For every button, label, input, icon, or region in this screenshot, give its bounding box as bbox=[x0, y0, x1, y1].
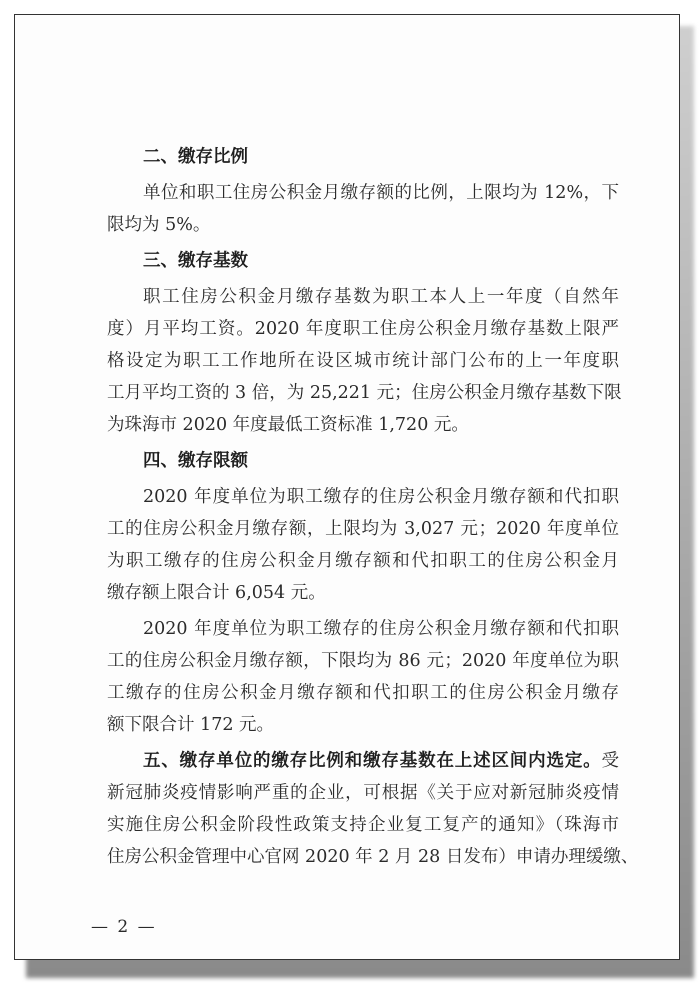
body-line: 住房公积金管理中心官网 2020 年 2 月 28 日发布）申请办理缓缴、 bbox=[107, 847, 639, 867]
body-line: 为珠海市 2020 年度最低工资标准 1,720 元。 bbox=[107, 415, 469, 435]
body-text: 受 bbox=[601, 751, 619, 771]
body-line: 实施住房公积金阶段性政策支持企业复工复产的通知》（珠海市 bbox=[107, 815, 619, 835]
body-line: 2020 年度单位为职工缴存的住房公积金月缴存额和代扣职 bbox=[143, 619, 619, 639]
body-line: 工的住房公积金月缴存额，下限均为 86 元；2020 年度单位为职 bbox=[107, 651, 619, 671]
body-line: 新冠肺炎疫情影响严重的企业，可根据《关于应对新冠肺炎疫情 bbox=[107, 783, 619, 803]
body-line: 度）月平均工资。2020 年度职工住房公积金月缴存基数上限严 bbox=[107, 319, 619, 339]
section-heading-base: 三、缴存基数 bbox=[143, 251, 248, 271]
body-line: 职工住房公积金月缴存基数为职工本人上一年度（自然年 bbox=[143, 287, 619, 307]
page-number: — 2 — bbox=[91, 917, 157, 937]
body-line: 限均为 5%。 bbox=[107, 215, 211, 235]
body-line: 为职工缴存的住房公积金月缴存额和代扣职工的住房公积金月 bbox=[107, 551, 619, 571]
body-line: 工缴存的住房公积金月缴存额和代扣职工的住房公积金月缴存 bbox=[107, 683, 619, 703]
section-heading-ratio: 二、缴存比例 bbox=[143, 147, 248, 167]
body-line: 额下限合计 172 元。 bbox=[107, 715, 275, 735]
section-heading-selection-text: 五、缴存单位的缴存比例和缴存基数在上述区间内选定。 bbox=[143, 751, 602, 771]
body-line: 工的住房公积金月缴存额，上限均为 3,027 元；2020 年度单位 bbox=[107, 519, 619, 539]
body-line: 工月平均工资的 3 倍，为 25,221 元；住房公积金月缴存基数下限 bbox=[107, 383, 622, 403]
section-heading-selection bbox=[107, 745, 619, 777]
body-line: 单位和职工住房公积金月缴存额的比例，上限均为 12%，下 bbox=[143, 183, 619, 203]
document-page bbox=[14, 14, 680, 960]
body-line: 缴存额上限合计 6,054 元。 bbox=[107, 583, 326, 603]
body-line: 格设定为职工工作地所在设区城市统计部门公布的上一年度职 bbox=[107, 351, 619, 371]
body-line: 2020 年度单位为职工缴存的住房公积金月缴存额和代扣职 bbox=[143, 487, 619, 507]
section-heading-limit: 四、缴存限额 bbox=[143, 451, 248, 471]
